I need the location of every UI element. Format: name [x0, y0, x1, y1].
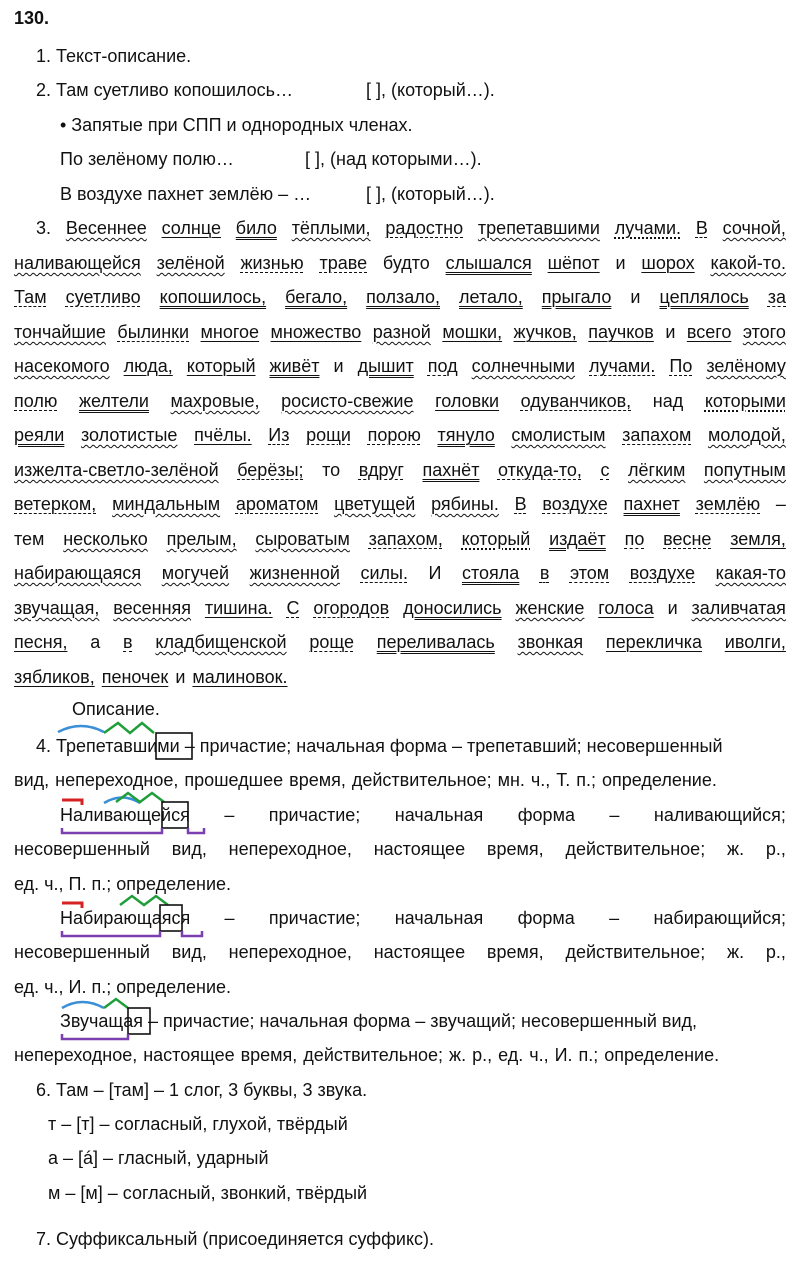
parsing-line-6 — [60, 907, 786, 929]
word: перекличка — [605, 632, 702, 652]
parsing-token: – — [609, 805, 620, 825]
word: лёгким — [627, 460, 686, 480]
word: заливчатая — [691, 598, 786, 618]
parsing-line-2: вид, непереходное, прошедшее время, действительное; мн. ч., Т. п.; определение. — [14, 770, 717, 790]
word: реяли — [14, 425, 65, 445]
phonetics-title: 6. Там – [там] – 1 слог, 3 буквы, 3 звука. — [36, 1080, 368, 1100]
sentence-2: По зелёному полю… — [60, 149, 234, 169]
parsing-token: действительное; — [565, 839, 706, 859]
word: и — [615, 253, 626, 273]
answer-2-scheme: [ ], (который…). — [366, 80, 495, 100]
word: трепетавшими — [477, 218, 600, 238]
parsed-word-3 — [60, 907, 190, 929]
text-line-12 — [14, 597, 786, 619]
word: солнечными — [471, 356, 576, 376]
word: рябины. — [431, 494, 499, 514]
word: в — [539, 563, 550, 583]
parsing-token: форма — [517, 908, 575, 928]
word: лучами. — [614, 218, 682, 238]
word: молодой, — [707, 425, 786, 445]
parsing-line-9 — [60, 1010, 697, 1032]
item-number: 4. — [36, 736, 52, 756]
word: живёт — [269, 356, 320, 376]
word: множество — [270, 322, 362, 342]
parsing-token: вид, — [171, 942, 207, 962]
word-text: Набирающаяся — [60, 908, 191, 928]
suffix-mark — [116, 793, 164, 802]
word: В — [514, 494, 527, 514]
word: разной — [372, 322, 431, 342]
word: роще — [309, 632, 354, 652]
parsing-token: время, — [486, 839, 544, 859]
word: кладбищенской — [155, 632, 287, 652]
word: траве — [319, 253, 368, 273]
word: тишина. — [204, 598, 273, 618]
parsing-token: непереходное, — [228, 942, 352, 962]
word: и — [333, 356, 344, 376]
word: дышит — [357, 356, 414, 376]
word: Там — [14, 287, 47, 307]
answer-1: 1. Текст-описание. — [36, 46, 192, 66]
word: слышался — [445, 253, 532, 273]
parsing-token: начальная — [394, 805, 484, 825]
word: изжелта-светло-зелёной — [14, 460, 219, 480]
word: который — [186, 356, 256, 376]
parsing-line-7 — [14, 941, 786, 963]
word: С — [286, 598, 300, 618]
word: солнце — [161, 218, 221, 238]
text-line-9 — [14, 493, 786, 515]
text-line-6 — [14, 390, 786, 412]
root-arc — [104, 798, 140, 804]
word: переливалась — [376, 632, 495, 652]
text-line-8 — [14, 459, 786, 481]
word: прыгало — [541, 287, 612, 307]
parsing-line-10: непереходное, настоящее время, действительное; ж. р., ед. ч., И. п.; определение. — [14, 1045, 720, 1065]
base-mark-2 — [188, 828, 204, 833]
word: воздухе — [629, 563, 696, 583]
word: землёю — [695, 494, 761, 514]
word: а — [90, 632, 101, 652]
word: звонкая — [517, 632, 584, 652]
word-text: Звучащая — [60, 1011, 143, 1031]
word: весенняя — [113, 598, 192, 618]
word: тончайшие — [14, 322, 106, 342]
word: берёзы; — [237, 460, 304, 480]
sentence-3-scheme: [ ], (который…). — [366, 184, 495, 204]
parsing-token: время, — [486, 942, 544, 962]
parsing-text: – причастие; начальная форма – трепетавший; несовершенный — [184, 736, 723, 756]
parsing-token: ж. — [727, 942, 745, 962]
parsed-word-1 — [56, 735, 180, 757]
word: пахнёт — [422, 460, 480, 480]
word: и — [665, 322, 676, 342]
text-line-3 — [14, 286, 786, 308]
word: пеночек — [101, 667, 169, 687]
word: тёплыми, — [291, 218, 371, 238]
word: одуванчиков, — [520, 391, 632, 411]
parsing-token: – — [224, 908, 235, 928]
parsing-line-3 — [60, 804, 786, 826]
word-text: Трепетавшими — [56, 736, 180, 756]
base-mark-2 — [182, 931, 202, 936]
suffix-mark — [104, 999, 128, 1008]
word: По — [669, 356, 693, 376]
word: с — [600, 460, 610, 480]
text-line-14 — [14, 666, 288, 688]
word: какая-то — [715, 563, 786, 583]
word: этого — [742, 322, 786, 342]
answer-2: 2. Там суетливо копошилось… — [36, 80, 294, 100]
parsing-token: настоящее — [373, 839, 466, 859]
text-line-5 — [14, 355, 786, 377]
word: сыроватым — [255, 529, 350, 549]
base-mark — [62, 931, 160, 936]
word: цеплялось — [659, 287, 749, 307]
word: зелёному — [706, 356, 786, 376]
text-line-2 — [14, 252, 786, 274]
word: смолистым — [511, 425, 606, 445]
dash: – — [775, 494, 786, 514]
word: шёпот — [547, 253, 600, 273]
phonetics-a: а – [á] – гласный, ударный — [48, 1148, 269, 1168]
parsing-token: вид, — [171, 839, 207, 859]
punctuation-note: • Запятые при СПП и однородных членах. — [60, 115, 413, 135]
parsing-line-5: ед. ч., П. п.; определение. — [14, 874, 232, 894]
text-line-7 — [14, 424, 786, 446]
word: ветерком, — [14, 494, 97, 514]
word: издаёт — [549, 529, 606, 549]
suffix-mark — [120, 896, 168, 905]
parsing-token: начальная — [394, 908, 484, 928]
word: Весеннее — [65, 218, 147, 238]
word: иволги, — [724, 632, 786, 652]
word: за — [767, 287, 786, 307]
word: било — [235, 218, 277, 238]
sentence-3: В воздухе пахнет землёю – … — [60, 184, 312, 204]
word: запахом — [622, 425, 692, 445]
suffix-mark — [104, 723, 154, 733]
word: порою — [367, 425, 421, 445]
word: стояла — [461, 563, 520, 583]
parsed-word-4 — [60, 1010, 143, 1032]
word: жучков, — [513, 322, 577, 342]
word: то — [322, 460, 341, 480]
word: огородов — [313, 598, 390, 618]
item-number: 3. — [36, 218, 52, 238]
word: лучами. — [589, 356, 656, 376]
word: Из — [268, 425, 290, 445]
word: копошилось, — [159, 287, 267, 307]
word: желтели — [78, 391, 149, 411]
word: силы. — [360, 563, 408, 583]
word: И — [428, 563, 442, 583]
word: земля, — [730, 529, 786, 549]
parsing-text: – причастие; начальная форма – звучащий; несовершенный вид, — [148, 1011, 698, 1031]
word: рощи — [306, 425, 351, 445]
root-arc — [58, 726, 104, 732]
text-line-11 — [14, 562, 786, 584]
phonetics-m: м – [м] – согласный, звонкий, твёрдый — [48, 1183, 368, 1203]
text-line-1 — [36, 217, 786, 239]
word: былинки — [117, 322, 190, 342]
parsing-token: форма — [517, 805, 575, 825]
word: несколько — [63, 529, 148, 549]
word: и — [175, 667, 186, 687]
word: головки — [435, 391, 500, 411]
text-line-4 — [14, 321, 786, 343]
root-arc — [62, 1002, 104, 1008]
word: всего — [686, 322, 732, 342]
word: под — [427, 356, 458, 376]
parsing-token: причастие; — [268, 908, 361, 928]
word: воздухе — [542, 494, 608, 514]
parsing-token: несовершенный — [14, 839, 150, 859]
word: какой-то. — [710, 253, 786, 273]
word: зелёной — [156, 253, 225, 273]
word: который — [461, 529, 531, 549]
word: и — [630, 287, 641, 307]
base-mark — [62, 1034, 128, 1039]
word: весне — [663, 529, 712, 549]
word: бегало, — [285, 287, 348, 307]
word: песня, — [14, 632, 68, 652]
word: паучков — [588, 322, 654, 342]
word: полю — [14, 391, 58, 411]
parsing-line-1 — [36, 735, 723, 757]
word: тем — [14, 529, 45, 549]
word: над — [652, 391, 684, 411]
word: голоса — [598, 598, 654, 618]
word: цветущей — [334, 494, 416, 514]
text-line-10 — [14, 528, 786, 550]
word: попутным — [703, 460, 786, 480]
word: ползало, — [366, 287, 441, 307]
parsing-line-4 — [14, 838, 786, 860]
word: мошки, — [442, 322, 503, 342]
word: женские — [515, 598, 585, 618]
parsing-token: – — [609, 908, 620, 928]
phonetics-t: т – [т] – согласный, глухой, твёрдый — [48, 1114, 348, 1134]
text-line-13 — [14, 631, 786, 653]
word: доносились — [403, 598, 502, 618]
word: летало, — [459, 287, 523, 307]
word: тянуло — [437, 425, 495, 445]
parsing-token: действительное; — [565, 942, 706, 962]
word: многое — [200, 322, 260, 342]
word: наливающейся — [14, 253, 141, 273]
word: прелым, — [166, 529, 237, 549]
word: набирающаяся — [14, 563, 142, 583]
word: которыми — [704, 391, 786, 411]
parsing-token: – — [224, 805, 235, 825]
base-mark — [62, 828, 162, 833]
word: радостно — [385, 218, 464, 238]
word: пчёлы. — [194, 425, 252, 445]
word: В — [695, 218, 708, 238]
word: этом — [569, 563, 610, 583]
parsing-line-8: ед. ч., И. п.; определение. — [14, 977, 232, 997]
word: запахом, — [368, 529, 443, 549]
word: звучащая, — [14, 598, 100, 618]
parsing-token: ж. — [727, 839, 745, 859]
word: зябликов, — [14, 667, 95, 687]
word-text: Наливающейся — [60, 805, 190, 825]
word: жизненной — [249, 563, 340, 583]
sentence-2-scheme: [ ], (над которыми…). — [305, 149, 482, 169]
word: в — [123, 632, 133, 652]
parsing-token: настоящее — [373, 942, 466, 962]
word: насекомого — [14, 356, 110, 376]
word: пахнет — [623, 494, 680, 514]
word: по — [624, 529, 645, 549]
parsed-word-2 — [60, 804, 190, 826]
parsing-token: р., — [765, 839, 786, 859]
word: откуда-то, — [497, 460, 582, 480]
word-formation: 7. Суффиксальный (присоединяется суффикс). — [36, 1229, 435, 1249]
word: миндальным — [112, 494, 221, 514]
word: суетливо — [65, 287, 141, 307]
word: вдруг — [358, 460, 404, 480]
parsing-token: р., — [765, 942, 786, 962]
parsing-token: несовершенный — [14, 942, 150, 962]
word: жизнью — [240, 253, 304, 273]
word: шорох — [641, 253, 695, 273]
parsing-token: наливающийся; — [653, 805, 786, 825]
word: ароматом — [235, 494, 319, 514]
parsing-token: непереходное, — [228, 839, 352, 859]
word: и — [667, 598, 678, 618]
word: росисто-свежие — [281, 391, 414, 411]
word: будто — [382, 253, 430, 273]
parsing-token: набирающийся; — [653, 908, 786, 928]
word: малиновок. — [192, 667, 288, 687]
word: люда, — [123, 356, 173, 376]
word: могучей — [161, 563, 230, 583]
word: сочной, — [722, 218, 786, 238]
parsing-token: причастие; — [268, 805, 361, 825]
word: махровые, — [170, 391, 260, 411]
description-label: Описание. — [72, 699, 160, 719]
word: золотистые — [80, 425, 178, 445]
task-number: 130. — [14, 8, 50, 28]
